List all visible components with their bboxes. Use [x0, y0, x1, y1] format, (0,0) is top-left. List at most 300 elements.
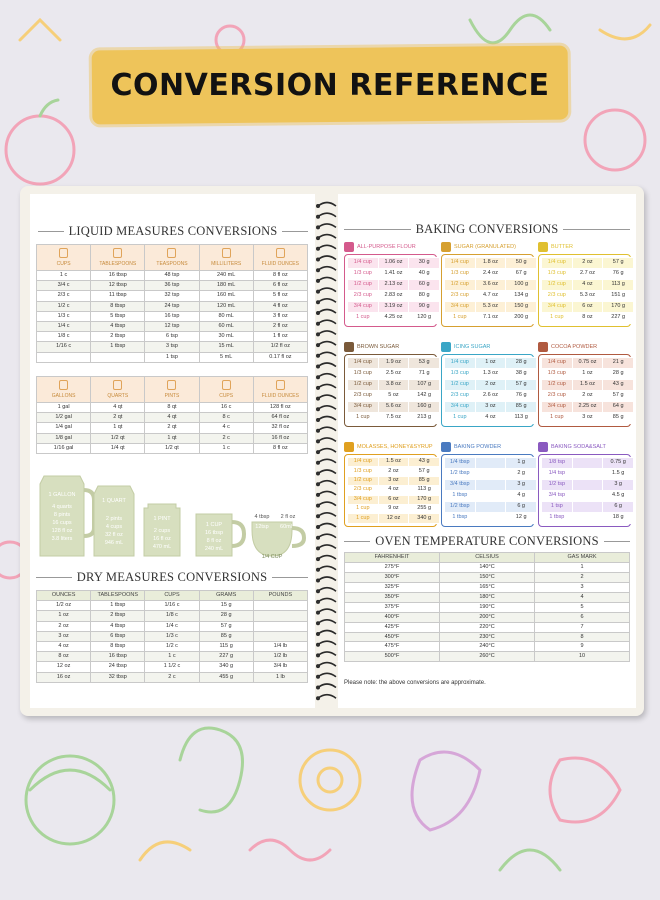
table-cell: 1/2 tsp — [542, 480, 573, 491]
ingredient-box — [344, 454, 437, 527]
table-cell: 28 g — [506, 358, 537, 369]
container-illustrations — [36, 470, 310, 560]
table-row — [348, 358, 440, 369]
table-cell: 475°F — [345, 642, 440, 652]
table-cell: 1/2 tbsp — [445, 469, 476, 480]
table-cell: 3.19 oz — [378, 302, 409, 313]
table-row — [348, 476, 440, 485]
table-row — [37, 621, 308, 631]
table-cell: 15 mL — [199, 342, 253, 352]
table-cell: 57 g — [603, 258, 634, 269]
oven-title-row — [344, 532, 630, 550]
dry-body — [37, 601, 308, 683]
table-cell: 6 oz — [572, 302, 603, 313]
table-cell: 30 g — [409, 258, 440, 269]
liquid-header: FLUID OUNCES — [253, 245, 307, 271]
spiral-ring — [318, 598, 336, 602]
baking-card — [538, 440, 631, 527]
volume-header: CUPS — [199, 377, 253, 403]
table-cell: 128 fl oz — [253, 403, 307, 413]
table-cell: 134 g — [506, 291, 537, 302]
table-cell: 9 — [535, 642, 630, 652]
title-rule — [38, 231, 64, 232]
table-cell: 2 oz — [37, 621, 91, 631]
spiral-ring — [318, 310, 336, 314]
table-cell: 2.13 oz — [378, 280, 409, 291]
table-cell: 3/4 lb — [253, 662, 307, 672]
table-row — [348, 402, 440, 413]
spiral-hole — [317, 323, 319, 325]
table-cell: 255 g — [409, 504, 440, 513]
table-cell: 1/2 c — [145, 642, 199, 652]
baking-card-header — [538, 340, 631, 354]
ingredient-icon — [344, 242, 354, 252]
container-line: 4 cups — [105, 524, 123, 530]
table-cell: 38 g — [506, 369, 537, 380]
table-cell: 1 c — [199, 443, 253, 453]
table-row — [542, 291, 634, 302]
table-cell: 12 g — [506, 513, 537, 524]
title-rule — [604, 541, 630, 542]
container-line: 4 quarts — [52, 504, 72, 510]
table-cell: 16 oz — [37, 672, 91, 682]
spiral-hole — [317, 408, 319, 410]
table-cell — [475, 513, 506, 524]
table-row — [542, 513, 634, 524]
table-cell: 120 g — [409, 313, 440, 324]
table-cell: 4.25 oz — [378, 313, 409, 324]
table-cell: 1/2 cup — [542, 280, 573, 291]
oven-header: FAHRENHEIT — [345, 553, 440, 563]
spiral-hole — [317, 472, 319, 474]
baking-title: BAKING CONVERSIONS — [415, 221, 559, 236]
table-cell: 165°C — [440, 583, 535, 593]
table-cell: 3.8 oz — [378, 380, 409, 391]
table-cell: 1.5 g — [603, 469, 634, 480]
table-cell — [253, 631, 307, 641]
dry-title-row — [36, 568, 308, 586]
container-line: 16 fl oz — [153, 536, 171, 542]
table-row — [445, 258, 537, 269]
spiral-hole — [317, 312, 319, 314]
container-line: 16 cups — [52, 520, 72, 526]
table-cell: 3 — [535, 583, 630, 593]
table-cell: 2.6 oz — [475, 391, 506, 402]
table-cell: 16 c — [199, 403, 253, 413]
table-cell: 1/3 cup — [445, 269, 476, 280]
table-cell — [475, 458, 506, 469]
table-cell: 2 tbsp — [91, 611, 145, 621]
table-row — [37, 301, 308, 311]
table-row — [445, 502, 537, 513]
table-cell: 4.7 oz — [475, 291, 506, 302]
table-cell: 7.5 oz — [378, 413, 409, 424]
table-cell: 3/4 c — [37, 281, 91, 291]
spiral-hole — [317, 686, 319, 688]
table-row — [542, 402, 634, 413]
table-row — [345, 583, 630, 593]
title-rule — [563, 229, 630, 230]
container-name: 1 PINT — [153, 516, 171, 522]
spiral-ring — [318, 438, 336, 442]
fluid-ounce-icon — [276, 380, 285, 390]
table-row — [345, 602, 630, 612]
table-cell: 227 g — [603, 313, 634, 324]
table-cell: 1.5 oz — [572, 380, 603, 391]
table-cell: 113 g — [603, 280, 634, 291]
table-row — [542, 380, 634, 391]
table-row — [348, 486, 440, 495]
table-cell: 1/2 cup — [348, 476, 379, 485]
ingredient-name: BUTTER — [551, 244, 573, 250]
table-row — [348, 467, 440, 476]
table-cell: 76 g — [506, 391, 537, 402]
spiral-hole — [317, 376, 319, 378]
spiral-ring — [318, 534, 336, 538]
spiral-ring — [318, 459, 336, 463]
table-cell: 5.3 oz — [475, 302, 506, 313]
table-cell: 2/3 cup — [542, 391, 573, 402]
table-row — [37, 332, 308, 342]
baking-card-header — [344, 340, 437, 354]
table-cell — [572, 491, 603, 502]
table-cell: 2/3 cup — [348, 391, 379, 402]
ingredient-name: MOLASSES, HONEY&SYRUP — [357, 444, 433, 450]
table-row — [348, 413, 440, 424]
table-cell: 115 g — [199, 642, 253, 652]
dry-header-row — [37, 591, 308, 601]
table-cell: 170 g — [603, 302, 634, 313]
table-cell: 85 g — [199, 631, 253, 641]
spiral-ring — [318, 320, 336, 324]
table-cell: 2.4 oz — [475, 269, 506, 280]
baking-card — [441, 340, 534, 427]
table-cell: 60 mL — [199, 322, 253, 332]
spiral-ring — [318, 224, 336, 228]
ingredient-box — [538, 254, 631, 327]
dry-table — [36, 590, 308, 683]
volume-header: PINTS — [145, 377, 199, 403]
table-cell: 142 g — [409, 391, 440, 402]
table-row — [542, 469, 634, 480]
container-line: 12tsp — [255, 524, 269, 530]
table-cell: 16 fl oz — [253, 433, 307, 443]
table-cell: 1/4 lb — [253, 642, 307, 652]
table-cell: 64 g — [603, 402, 634, 413]
table-row — [445, 369, 537, 380]
table-cell: 4 g — [506, 491, 537, 502]
table-cell — [572, 480, 603, 491]
table-cell — [572, 458, 603, 469]
baking-card — [538, 340, 631, 427]
table-row — [348, 291, 440, 302]
table-cell: 8 tbsp — [91, 301, 145, 311]
table-cell: 1/2 cup — [445, 280, 476, 291]
container-line: 2 cups — [153, 528, 171, 534]
ingredient-table — [541, 357, 634, 424]
table-row — [348, 280, 440, 291]
container-line: 2 pints — [105, 516, 123, 522]
table-cell: 1/8 c — [145, 611, 199, 621]
table-cell: 1/4 cup — [445, 258, 476, 269]
table-row — [542, 491, 634, 502]
table-row — [345, 652, 630, 662]
liquid-header: TABLESPOONS — [91, 245, 145, 271]
table-cell: 1/4 tbsp — [445, 458, 476, 469]
table-cell: 1 cup — [348, 514, 379, 523]
table-cell: 150°C — [440, 573, 535, 583]
spiral-hole — [317, 665, 319, 667]
table-cell: 32 tbsp — [91, 672, 145, 682]
spiral-hole — [317, 205, 319, 207]
table-cell: 1/3 cup — [542, 369, 573, 380]
table-cell: 227 g — [199, 652, 253, 662]
table-row — [542, 502, 634, 513]
table-row — [348, 391, 440, 402]
table-cell: 80 g — [409, 291, 440, 302]
table-cell: 1 cup — [445, 313, 476, 324]
table-cell: 3 oz — [378, 476, 409, 485]
table-cell: 4 qt — [145, 413, 199, 423]
table-cell: 1 tsp — [542, 502, 573, 513]
table-cell: 32 tsp — [145, 291, 199, 301]
table-cell: 24 tsp — [145, 301, 199, 311]
table-cell: 160 mL — [199, 291, 253, 301]
spiral-ring — [318, 277, 336, 281]
table-cell: 4 fl oz — [253, 301, 307, 311]
table-row — [345, 563, 630, 573]
table-cell: 3.6 oz — [475, 280, 506, 291]
table-cell: 1/2 fl oz — [253, 342, 307, 352]
ingredient-name: BAKING POWDER — [454, 444, 502, 450]
spiral-ring — [318, 384, 336, 388]
table-row — [445, 513, 537, 524]
table-cell: 67 g — [506, 269, 537, 280]
table-cell: 3 g — [603, 480, 634, 491]
liquid-header-row — [37, 245, 308, 271]
container-line: 32 fl oz — [105, 532, 123, 538]
table-cell: 1/16 c — [145, 601, 199, 611]
table-row — [348, 369, 440, 380]
table-row — [37, 662, 308, 672]
ingredient-table — [347, 257, 440, 324]
baking-card-header — [344, 240, 437, 254]
baking-card — [441, 240, 534, 327]
spiral-ring — [318, 299, 336, 303]
table-cell: 1/2 cup — [348, 380, 379, 391]
table-row — [542, 269, 634, 280]
liquid-header: MILLILITERS — [199, 245, 253, 271]
tablespoon-icon — [113, 248, 122, 258]
ingredient-table — [444, 457, 537, 524]
table-cell: 1/16 gal — [37, 443, 91, 453]
spiral-hole — [317, 601, 319, 603]
table-cell: 1/4 cup — [348, 458, 379, 467]
table-cell: 1 cup — [348, 413, 379, 424]
table-cell: 2 qt — [91, 413, 145, 423]
table-cell: 213 g — [409, 413, 440, 424]
container-line: 8 pints — [53, 512, 71, 518]
table-cell: 8 — [535, 632, 630, 642]
baking-card — [441, 440, 534, 527]
table-cell: 8 oz — [37, 652, 91, 662]
dry-header: OUNCES — [37, 591, 91, 601]
table-cell: 76 g — [603, 269, 634, 280]
table-cell: 1 fl oz — [253, 332, 307, 342]
oven-header: CELSIUS — [440, 553, 535, 563]
spiral-hole — [317, 290, 319, 292]
table-row — [37, 403, 308, 413]
ingredient-box — [538, 454, 631, 527]
table-cell: 5.3 oz — [572, 291, 603, 302]
table-cell: 240°C — [440, 642, 535, 652]
table-cell — [253, 621, 307, 631]
table-cell: 6 fl oz — [253, 281, 307, 291]
table-cell: 1/4 cup — [348, 358, 379, 369]
ingredient-table — [347, 357, 440, 424]
oven-title: OVEN TEMPERATURE CONVERSIONS — [375, 533, 599, 548]
table-cell: 2/3 cup — [542, 291, 573, 302]
table-cell: 2.7 oz — [572, 269, 603, 280]
table-cell: 2 oz — [572, 258, 603, 269]
table-cell: 1/2 cup — [348, 280, 379, 291]
table-cell: 1/8 tsp — [542, 458, 573, 469]
dry-header: GRAMS — [199, 591, 253, 601]
ingredient-table — [444, 257, 537, 324]
table-cell: 1 tbsp — [445, 491, 476, 502]
ingredient-icon — [538, 442, 548, 452]
spiral-hole — [317, 558, 319, 560]
table-cell: 2 c — [199, 433, 253, 443]
table-cell: 1/2 cup — [542, 380, 573, 391]
table-cell: 5 mL — [199, 352, 253, 362]
table-cell: 1/8 gal — [37, 433, 91, 443]
spiral-hole — [317, 226, 319, 228]
approximation-note: Please note: the above conversions are approximate. — [344, 680, 486, 686]
table-cell: 12 oz — [37, 662, 91, 672]
dry-header: POUNDS — [253, 591, 307, 601]
table-cell: 3 tsp — [145, 342, 199, 352]
spiral-hole — [317, 419, 319, 421]
table-cell: 1 cup — [348, 313, 379, 324]
table-cell: 230°C — [440, 632, 535, 642]
spiral-ring — [318, 245, 336, 249]
table-row — [542, 358, 634, 369]
table-cell: 4 — [535, 592, 630, 602]
table-cell: 57 g — [409, 467, 440, 476]
table-cell: 325°F — [345, 583, 440, 593]
table-row — [445, 413, 537, 424]
ingredient-icon — [441, 242, 451, 252]
table-row — [37, 271, 308, 281]
table-cell: 1 cup — [348, 504, 379, 513]
container-line: 946 mL — [104, 540, 124, 546]
table-row — [348, 495, 440, 504]
table-cell: 1/2 qt — [145, 443, 199, 453]
baking-card-header — [344, 440, 437, 454]
table-cell: 1/4 cup — [445, 358, 476, 369]
table-cell — [91, 352, 145, 362]
table-cell: 32 fl oz — [253, 423, 307, 433]
ingredient-icon — [538, 242, 548, 252]
table-cell: 5 fl oz — [253, 291, 307, 301]
oven-body — [345, 563, 630, 662]
table-cell: 350°F — [345, 592, 440, 602]
spiral-ring — [318, 449, 336, 453]
table-row — [37, 433, 308, 443]
table-cell: 6 g — [603, 502, 634, 513]
spiral-binding — [316, 196, 338, 706]
table-cell: 150 g — [506, 302, 537, 313]
table-cell: 1/2 oz — [37, 601, 91, 611]
spiral-hole — [317, 344, 319, 346]
table-row — [445, 280, 537, 291]
table-cell: 1/4 qt — [91, 443, 145, 453]
ingredient-icon — [441, 442, 451, 452]
table-cell: 5 tbsp — [91, 311, 145, 321]
table-cell: 48 tsp — [145, 271, 199, 281]
table-cell: 1 oz — [572, 369, 603, 380]
table-cell: 1.41 oz — [378, 269, 409, 280]
table-row — [445, 302, 537, 313]
container-name: 1/4 CUP — [261, 554, 283, 560]
table-cell: 21 g — [603, 358, 634, 369]
spiral-ring — [318, 235, 336, 239]
table-cell: 0.75 oz — [572, 358, 603, 369]
spiral-hole — [317, 611, 319, 613]
table-cell: 4 qt — [91, 403, 145, 413]
table-cell: 1 qt — [91, 423, 145, 433]
table-row — [542, 280, 634, 291]
table-cell: 3 oz — [37, 631, 91, 641]
liquid-table — [36, 244, 308, 363]
table-cell: 1/2 lb — [253, 652, 307, 662]
table-cell: 43 g — [603, 380, 634, 391]
table-cell: 0.75 g — [603, 458, 634, 469]
container-line: 2 fl oz — [280, 514, 296, 520]
spiral-hole — [317, 504, 319, 506]
table-cell: 1/16 c — [37, 342, 91, 352]
spiral-ring — [318, 663, 336, 667]
spiral-hole — [317, 387, 319, 389]
spiral-ring — [318, 491, 336, 495]
table-cell: 6 tbsp — [91, 631, 145, 641]
title-rule — [344, 229, 411, 230]
spiral-hole — [317, 269, 319, 271]
spiral-hole — [317, 248, 319, 250]
volume-table — [36, 376, 308, 454]
spiral-ring — [318, 267, 336, 271]
table-cell: 6 g — [506, 502, 537, 513]
table-cell: 1/4 cup — [348, 258, 379, 269]
oven-table — [344, 552, 630, 662]
table-cell: 1 1/2 c — [145, 662, 199, 672]
spiral-hole — [317, 355, 319, 357]
baking-card-header — [441, 340, 534, 354]
container-name: 1 GALLON — [48, 492, 76, 498]
table-cell: 340 g — [199, 662, 253, 672]
spiral-ring — [318, 695, 336, 699]
table-cell: 71 g — [409, 369, 440, 380]
table-cell: 180 mL — [199, 281, 253, 291]
baking-card-header — [441, 440, 534, 454]
table-cell: 15 g — [199, 601, 253, 611]
table-cell: 11 tbsp — [91, 291, 145, 301]
table-row — [345, 573, 630, 583]
table-row — [542, 413, 634, 424]
table-cell: 1/3 cup — [445, 369, 476, 380]
liquid-body — [37, 271, 308, 363]
